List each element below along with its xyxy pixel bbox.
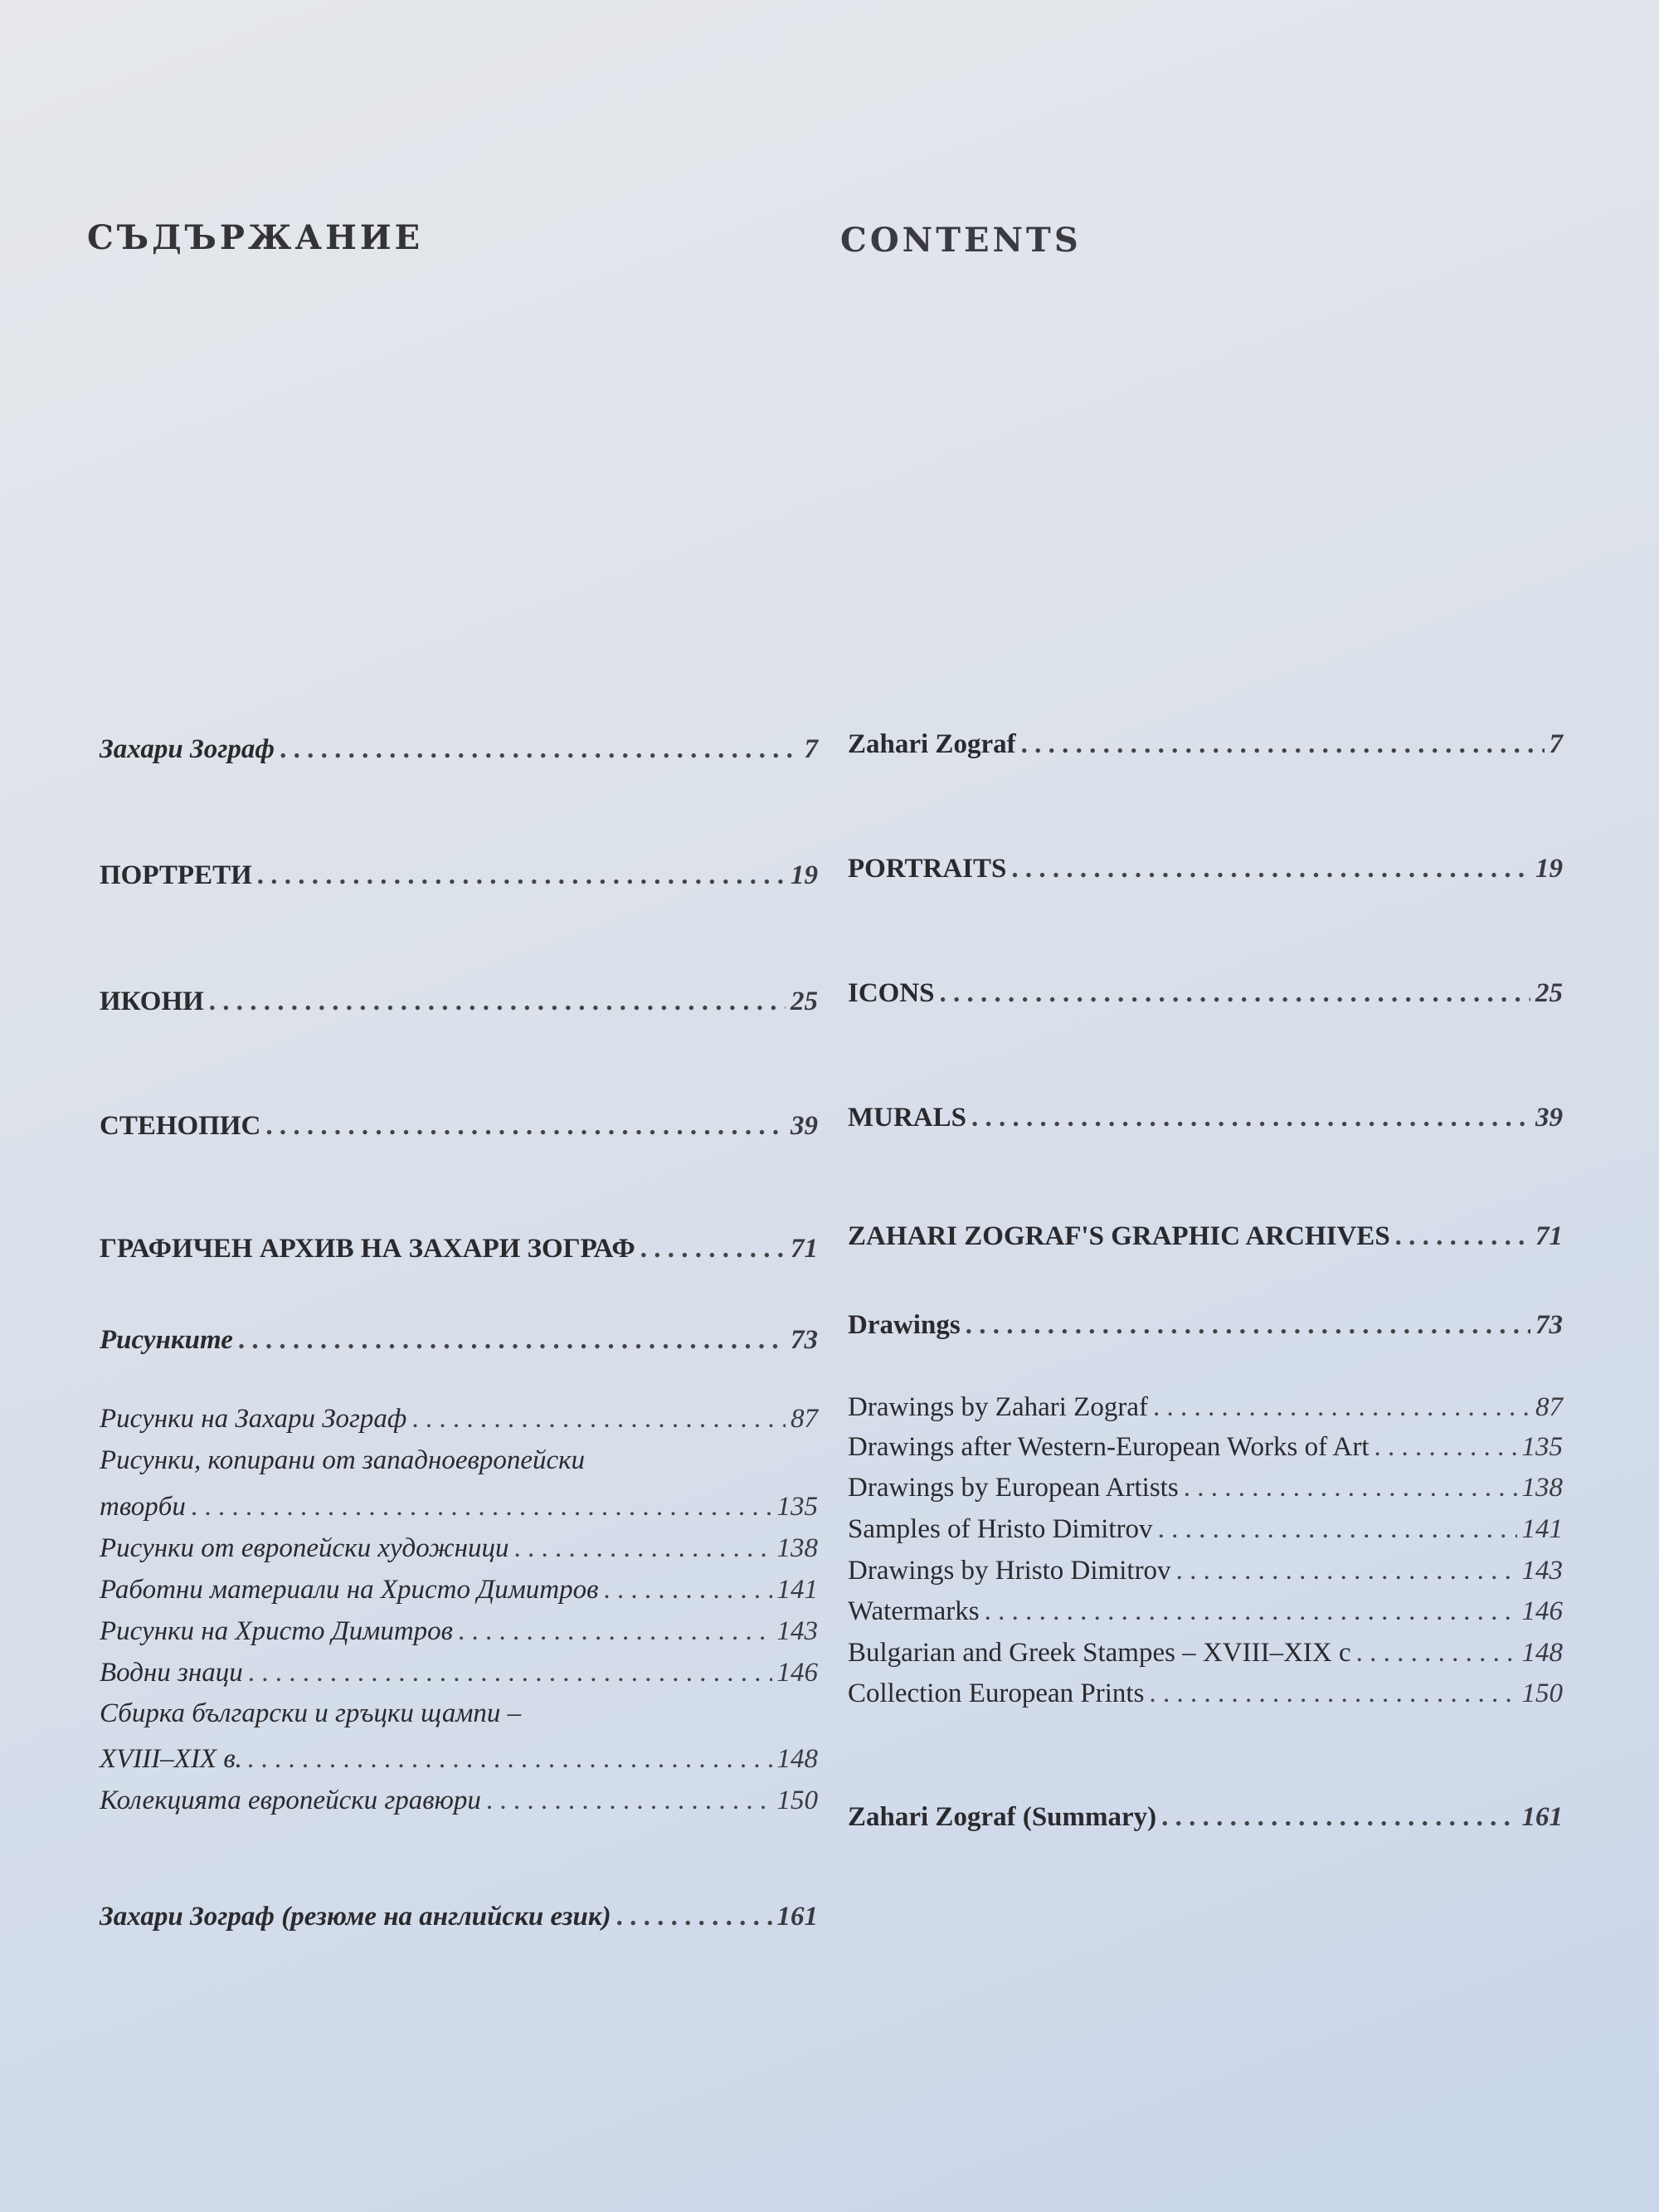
dot-leader: [1021, 728, 1545, 761]
toc-entry-label: Samples of Hristo Dimitrov: [848, 1514, 1153, 1544]
toc-entry[interactable]: [848, 1220, 1563, 1253]
toc-entry-label: Захари Зограф: [100, 734, 275, 764]
toc-entry-page: 141: [1521, 1514, 1563, 1544]
toc-entry-page: 39: [1535, 1103, 1563, 1133]
heading-english: CONTENTS: [840, 221, 1082, 260]
toc-entry-label: Колекцията европейски гравюри: [100, 1786, 481, 1815]
dot-leader: [603, 1573, 771, 1606]
toc-entry-page: 148: [1521, 1638, 1563, 1668]
toc-entry[interactable]: [848, 1101, 1563, 1134]
toc-entry[interactable]: [100, 1402, 818, 1435]
toc-entry-label: Рисунки от европейски художници: [100, 1533, 509, 1563]
toc-entry[interactable]: [848, 1430, 1563, 1464]
dot-leader: [940, 977, 1530, 1010]
dot-leader: [238, 1323, 786, 1357]
toc-entry-label: Рисунки на Захари Зограф: [100, 1404, 407, 1434]
toc-entry-page: 135: [776, 1492, 818, 1522]
toc-entry[interactable]: [100, 1656, 818, 1689]
dot-leader: [265, 1109, 786, 1143]
dot-leader: [966, 1308, 1530, 1342]
toc-entry-label: Collection European Prints: [848, 1678, 1145, 1708]
heading-bulgarian: СЪДЪРЖАНИЕ: [87, 218, 424, 257]
toc-entry-page: 7: [1549, 729, 1563, 759]
toc-entry-label: Захари Зограф (резюме на английски език): [100, 1902, 611, 1932]
toc-entry[interactable]: [848, 1677, 1563, 1710]
toc-entry-page: 138: [776, 1533, 818, 1563]
toc-entry[interactable]: [848, 1391, 1563, 1424]
toc-entry-page: 87: [791, 1404, 818, 1434]
dot-leader: [248, 1656, 772, 1689]
toc-entry[interactable]: [100, 1490, 818, 1523]
dot-leader: [616, 1900, 772, 1933]
toc-entry-label: ZAHARI ZOGRAF'S GRAPHIC ARCHIVES: [848, 1221, 1390, 1251]
dot-leader: [1176, 1554, 1517, 1587]
toc-entry-label: Drawings by European Artists: [848, 1473, 1179, 1503]
dot-leader: [1395, 1220, 1530, 1253]
toc-entry-label: Работни материали на Христо Димитров: [100, 1575, 599, 1605]
toc-entry[interactable]: [848, 1595, 1563, 1628]
toc-entry-page: 148: [776, 1744, 818, 1774]
toc-entry[interactable]: [848, 1513, 1563, 1546]
toc-entry-page: 7: [804, 734, 818, 764]
toc-entry[interactable]: [100, 1532, 818, 1565]
toc-entry-page: 135: [1521, 1432, 1563, 1462]
toc-entry-page: 141: [776, 1575, 818, 1605]
dot-leader: [1356, 1636, 1517, 1669]
toc-entry-label: ПОРТРЕТИ: [100, 860, 252, 890]
toc-entry[interactable]: [100, 1573, 818, 1606]
dot-leader: [1161, 1800, 1516, 1834]
toc-entry-page: 138: [1521, 1473, 1563, 1503]
dot-leader: [209, 985, 786, 1018]
toc-entry-page: 19: [1535, 854, 1563, 884]
dot-leader: [1158, 1513, 1517, 1546]
toc-entry-label: Рисунки на Христо Димитров: [100, 1616, 454, 1646]
toc-entry-label: Zahari Zograf (Summary): [848, 1802, 1157, 1832]
toc-entry[interactable]: [848, 1554, 1563, 1587]
toc-entry-label: ICONS: [848, 978, 935, 1008]
toc-entry-page: 150: [776, 1786, 818, 1815]
toc-entry-page: 146: [1521, 1596, 1563, 1626]
toc-entry-label: творби: [100, 1492, 186, 1522]
dot-leader: [1149, 1677, 1516, 1710]
toc-entry[interactable]: [100, 1900, 818, 1933]
toc-entry-label: Водни знаци: [100, 1658, 243, 1688]
toc-entry-page: 143: [776, 1616, 818, 1646]
dot-leader: [971, 1101, 1530, 1134]
dot-leader: [257, 859, 786, 892]
toc-entry[interactable]: [100, 1109, 818, 1143]
toc-entry-label: Drawings: [848, 1310, 961, 1340]
dot-leader: [458, 1615, 771, 1648]
toc-entry-label-line1: Рисунки, копирани от западноевропейски: [100, 1445, 586, 1475]
toc-entry[interactable]: [100, 733, 818, 766]
toc-entry-label: Zahari Zograf: [848, 729, 1016, 759]
dot-leader: [486, 1784, 772, 1817]
toc-entry-label: MURALS: [848, 1103, 967, 1133]
toc-entry-label: Drawings by Hristo Dimitrov: [848, 1556, 1171, 1586]
toc-entry[interactable]: [100, 859, 818, 892]
toc-entry-label: Drawings by Zahari Zograf: [848, 1392, 1148, 1422]
toc-entry[interactable]: [100, 1615, 818, 1648]
toc-entry[interactable]: [848, 1308, 1563, 1342]
dot-leader: [1011, 852, 1530, 885]
toc-entry-page: 71: [791, 1234, 818, 1264]
toc-entry-label: Drawings after Western-European Works of Art: [848, 1432, 1370, 1462]
dot-leader: [1374, 1430, 1517, 1464]
toc-entry-page: 143: [1521, 1556, 1563, 1586]
dot-leader: [640, 1232, 786, 1265]
toc-entry-label: СТЕНОПИС: [100, 1111, 261, 1141]
dot-leader: [1153, 1391, 1530, 1424]
toc-entry[interactable]: [100, 1323, 818, 1357]
toc-entry-page: 25: [791, 987, 818, 1016]
toc-entry-label-line1: Сбирка български и гръцки щампи –: [100, 1698, 522, 1728]
dot-leader: [513, 1532, 771, 1565]
toc-entry-page: 146: [776, 1658, 818, 1688]
toc-entry-label: Bulgarian and Greek Stampes – XVIII–XIX c: [848, 1638, 1351, 1668]
toc-entry-page: 87: [1535, 1392, 1563, 1422]
toc-entry-label: ИКОНИ: [100, 987, 204, 1016]
toc-entry-label: PORTRAITS: [848, 854, 1007, 884]
toc-entry-page: 71: [1535, 1221, 1563, 1251]
toc-entry[interactable]: [848, 852, 1563, 885]
toc-entry[interactable]: [848, 977, 1563, 1010]
toc-entry-page: 25: [1535, 978, 1563, 1008]
toc-entry-page: 73: [791, 1325, 818, 1355]
toc-entry-label: ГРАФИЧЕН АРХИВ НА ЗАХАРИ ЗОГРАФ: [100, 1234, 635, 1264]
toc-entry-label: Watermarks: [848, 1596, 980, 1626]
toc-entry[interactable]: [848, 728, 1563, 761]
toc-entry-page: 161: [1521, 1802, 1563, 1832]
toc-entry[interactable]: [100, 1232, 818, 1265]
dot-leader: [247, 1742, 772, 1776]
toc-entry[interactable]: [848, 1471, 1563, 1504]
dot-leader: [280, 733, 799, 766]
toc-entry-page: 150: [1521, 1678, 1563, 1708]
toc-entry-page: 73: [1535, 1310, 1563, 1340]
dot-leader: [411, 1402, 786, 1435]
toc-entry[interactable]: [100, 985, 818, 1018]
toc-entry-label: Рисунките: [100, 1325, 233, 1355]
toc-entry[interactable]: [100, 1742, 818, 1776]
toc-entry-page: 39: [791, 1111, 818, 1141]
toc-entry-page: 161: [776, 1902, 818, 1932]
dot-leader: [1184, 1471, 1517, 1504]
toc-entry-label: XVIII–XIX в.: [100, 1744, 242, 1774]
toc-entry[interactable]: [848, 1636, 1563, 1669]
toc-entry[interactable]: [100, 1784, 818, 1817]
dot-leader: [985, 1595, 1517, 1628]
toc-entry-page: 19: [791, 860, 818, 890]
toc-entry[interactable]: [848, 1800, 1563, 1834]
dot-leader: [191, 1490, 772, 1523]
